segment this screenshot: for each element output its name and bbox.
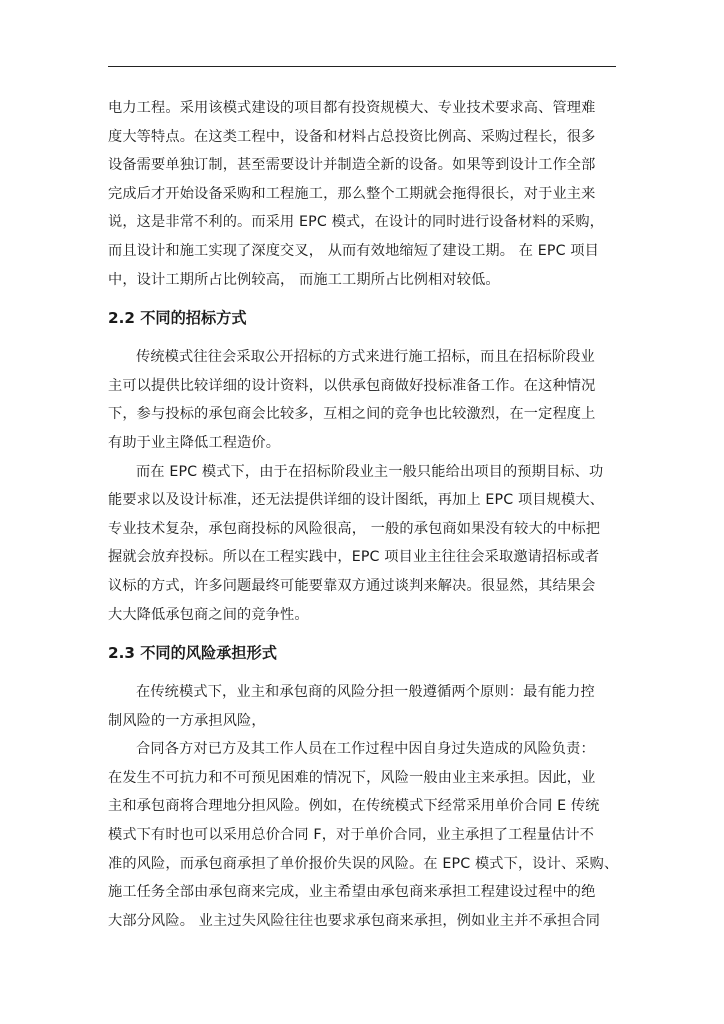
text-line: 电力工程。采用该模式建设的项目都有投资规模大、专业技术要求高、管理难 bbox=[108, 100, 596, 116]
text-line: 主和承包商将合理地分担风险。例如，在传统模式下经常采用单价合同 E 传统 bbox=[108, 798, 600, 815]
text-line: 专业技术复杂，承包商投标的风险很高， 一般的承包商如果没有较大的中标把 bbox=[108, 520, 601, 537]
text-line: 合同各方对已方及其工作人员在工作过程中因自身过失造成的风险负责： bbox=[136, 741, 595, 758]
text-line: 能要求以及设计标准，还无法提供详细的设计图纸，再加上 EPC 项目规模大、 bbox=[108, 492, 604, 509]
text-line: 下，参与投标的承包商会比较多，互相之间的竞争也比较激烈，在一定程度上 bbox=[108, 406, 596, 423]
section-heading-2-2: 2.2 不同的招标方式 bbox=[108, 309, 247, 328]
text-line: 而且设计和施工实现了深度交叉， 从而有效地缩短了建设工期。 在 EPC 项目 bbox=[108, 242, 599, 259]
text-line: 度大等特点。在这类工程中，设备和材料占总投资比例高、采购过程长，很多 bbox=[108, 128, 596, 145]
paragraph-2-3-1 bbox=[108, 678, 616, 735]
section-heading-2-3: 2.3 不同的风险承担形式 bbox=[108, 644, 277, 663]
intro-paragraph bbox=[108, 94, 616, 294]
text-line: 在发生不可抗力和不可预见困难的情况下，风险一般由业主来承担。因此，业 bbox=[108, 769, 596, 786]
text-line: 施工任务全部由承包商来完成，业主希望由承包商来承担工程建设过程中的绝 bbox=[108, 884, 596, 901]
text-line: 模式下有时也可以采用总价合同 F，对于单价合同，业主承担了工程量估计不 bbox=[108, 827, 595, 844]
text-line: 大部分风险。 业主过失风险往往也要求承包商来承担，例如业主并不承担合同 bbox=[108, 912, 601, 929]
text-line: 中，设计工期所占比例较高， 而施工工期所占比例相对较低。 bbox=[108, 271, 500, 288]
paragraph-2-2-1 bbox=[108, 343, 616, 457]
text-line: 主可以提供比较详细的设计资料，以供承包商做好投标准备工作。在这种情况 bbox=[108, 377, 596, 394]
paragraph-2-3-2 bbox=[108, 735, 619, 935]
text-line: 而在 EPC 模式下，由于在招标阶段业主一般只能给出项目的预期目标、功 bbox=[136, 463, 604, 480]
text-line: 大大降低承包商之间的竞争性。 bbox=[108, 606, 309, 623]
text-line: 设备需要单独订制，甚至需要设计并制造全新的设备。如果等到设计工作全部 bbox=[108, 157, 596, 174]
text-line: 制风险的一方承担风险， bbox=[108, 712, 266, 729]
text-line: 说，这是非常不利的。而采用 EPC 模式，在设计的同时进行设备材料的采购， bbox=[108, 214, 604, 231]
text-line: 准的风险，而承包商承担了单价报价失误的风险。在 EPC 模式下，设计、采购、 bbox=[108, 855, 619, 872]
paragraph-2-2-2 bbox=[108, 458, 616, 630]
text-line: 议标的方式，许多问题最终可能要靠双方通过谈判来解决。很显然，其结果会 bbox=[108, 577, 596, 594]
header-rule bbox=[108, 66, 616, 67]
text-line: 完成后才开始设备采购和工程施工，那么整个工期就会拖得很长，对于业主来 bbox=[108, 185, 596, 202]
text-line: 传统模式往往会采取公开招标的方式来进行施工招标，而且在招标阶段业 bbox=[136, 349, 595, 366]
text-line: 有助于业主降低工程造价。 bbox=[108, 434, 281, 451]
page-body bbox=[108, 94, 619, 935]
text-line: 在传统模式下，业主和承包商的风险分担一般遵循两个原则：最有能力控 bbox=[136, 684, 595, 701]
text-line: 握就会放弃投标。所以在工程实践中，EPC 项目业主往往会采取邀请招标或者 bbox=[108, 549, 600, 566]
